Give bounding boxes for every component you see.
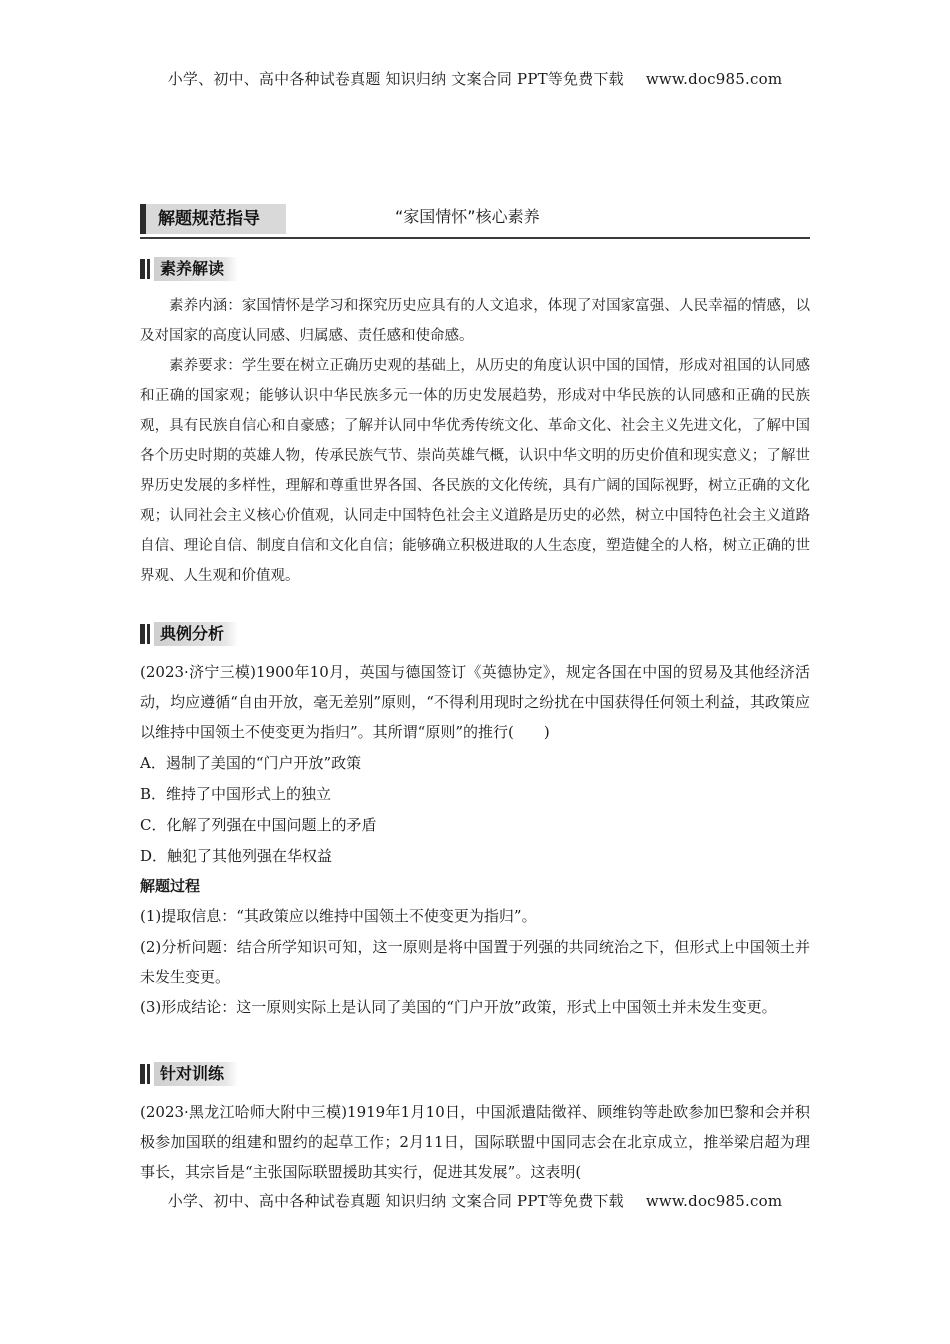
section-heading-label: 典例分析 [154, 622, 238, 646]
heading-bar-icon [147, 624, 150, 644]
option-c: C．化解了列强在中国问题上的矛盾 [140, 816, 377, 834]
section-heading-example [140, 621, 238, 647]
heading-bar-icon [140, 1064, 145, 1084]
section-heading-training [140, 1061, 238, 1087]
header-banner [0, 68, 950, 89]
example-question: (2023·济宁三模)1900年10月，英国与德国签订《英德协定》，规定各国在中国的贸易及其他经济活动，均应遵循“自由开放，毫无差别”原则，“不得利用现时之纷扰在中国获得任何领土利益，其政策应以维持中国领土不使变更为指归”。其所谓“原则”的推行( ) [140, 663, 810, 741]
literacy-requirement: 素养要求：学生要在树立正确历史观的基础上，从历史的角度认识中国的国情，形成对祖国的认同感和正确的国家观；能够认识中华民族多元一体的历史发展趋势，形成对中华民族的认同感和正确的民族观，具有民族自信心和自豪感；了解并认同中华优秀传统文化、革命文化、社会主义先进文化，了解中国各个历史时期的英雄人物，传承民族气节、崇尚英雄气概，认识中华文明的历史价值和现实意义；了解世界历史发展的多样性，理解和尊重世界各国、各民族的文化传统，具有广阔的国际视野，树立正确的文化观；认同社会主义核心价值观，认同走中国特色社会主义道路是历史的必然，树立中国特色社会主义道路自信、理论自信、制度自信和文化自信；能够确立积极进取的人生态度，塑造健全的人格，树立正确的世界观、人生观和价值观。 [140, 358, 810, 584]
literacy-connotation: 素养内涵：家国情怀是学习和探究历史应具有的人文追求，体现了对国家富强、人民幸福的情感，以及对国家的高度认同感、归属感、责任感和使命感。 [140, 298, 810, 344]
heading-bar-icon [140, 259, 145, 279]
banner-text: 小学、初中、高中各种试卷真题 知识归纳 文案合同 PPT等免费下载 [167, 1192, 624, 1210]
guide-tab-label: 解题规范指导 [140, 204, 286, 234]
heading-bar-icon [140, 624, 145, 644]
process-label: 解题过程 [140, 877, 201, 895]
banner-text: 小学、初中、高中各种试卷真题 知识归纳 文案合同 PPT等免费下载 [167, 70, 624, 88]
option-d: D．触犯了其他列强在华权益 [140, 847, 333, 865]
guide-header [140, 201, 810, 239]
banner-site: www.doc985.com [645, 70, 783, 88]
section-heading-label: 素养解读 [154, 257, 238, 281]
banner-site: www.doc985.com [645, 1192, 783, 1210]
step-1: (1)提取信息：“其政策应以维持中国领土不使变更为指归”。 [140, 907, 537, 925]
section-heading-label: 针对训练 [154, 1062, 238, 1086]
guide-title: “家国情怀”核心素养 [395, 207, 540, 226]
heading-bar-icon [147, 259, 150, 279]
heading-bar-icon [147, 1064, 150, 1084]
footer-banner [0, 1190, 950, 1211]
step-2: (2)分析问题：结合所学知识可知，这一原则是将中国置于列强的共同统治之下，但形式上中国领土并未发生变更。 [140, 938, 810, 986]
option-b: B．维持了中国形式上的独立 [140, 785, 332, 803]
training-question: (2023·黑龙江哈师大附中三模)1919年1月10日，中国派遣陆徵祥、顾维钧等赴欧参加巴黎和会并积极参加国联的组建和盟约的起草工作；2月11日，国际联盟中国同志会在北京成立，推举梁启超为理事长，其宗旨是“主张国际联盟援助其实行，促进其发展”。这表明( [140, 1103, 810, 1181]
section-heading-literacy [140, 256, 238, 282]
step-3: (3)形成结论：这一原则实际上是认同了美国的“门户开放”政策，形式上中国领土并未发生变更。 [140, 998, 777, 1016]
option-a: A．遏制了美国的“门户开放”政策 [140, 754, 362, 772]
